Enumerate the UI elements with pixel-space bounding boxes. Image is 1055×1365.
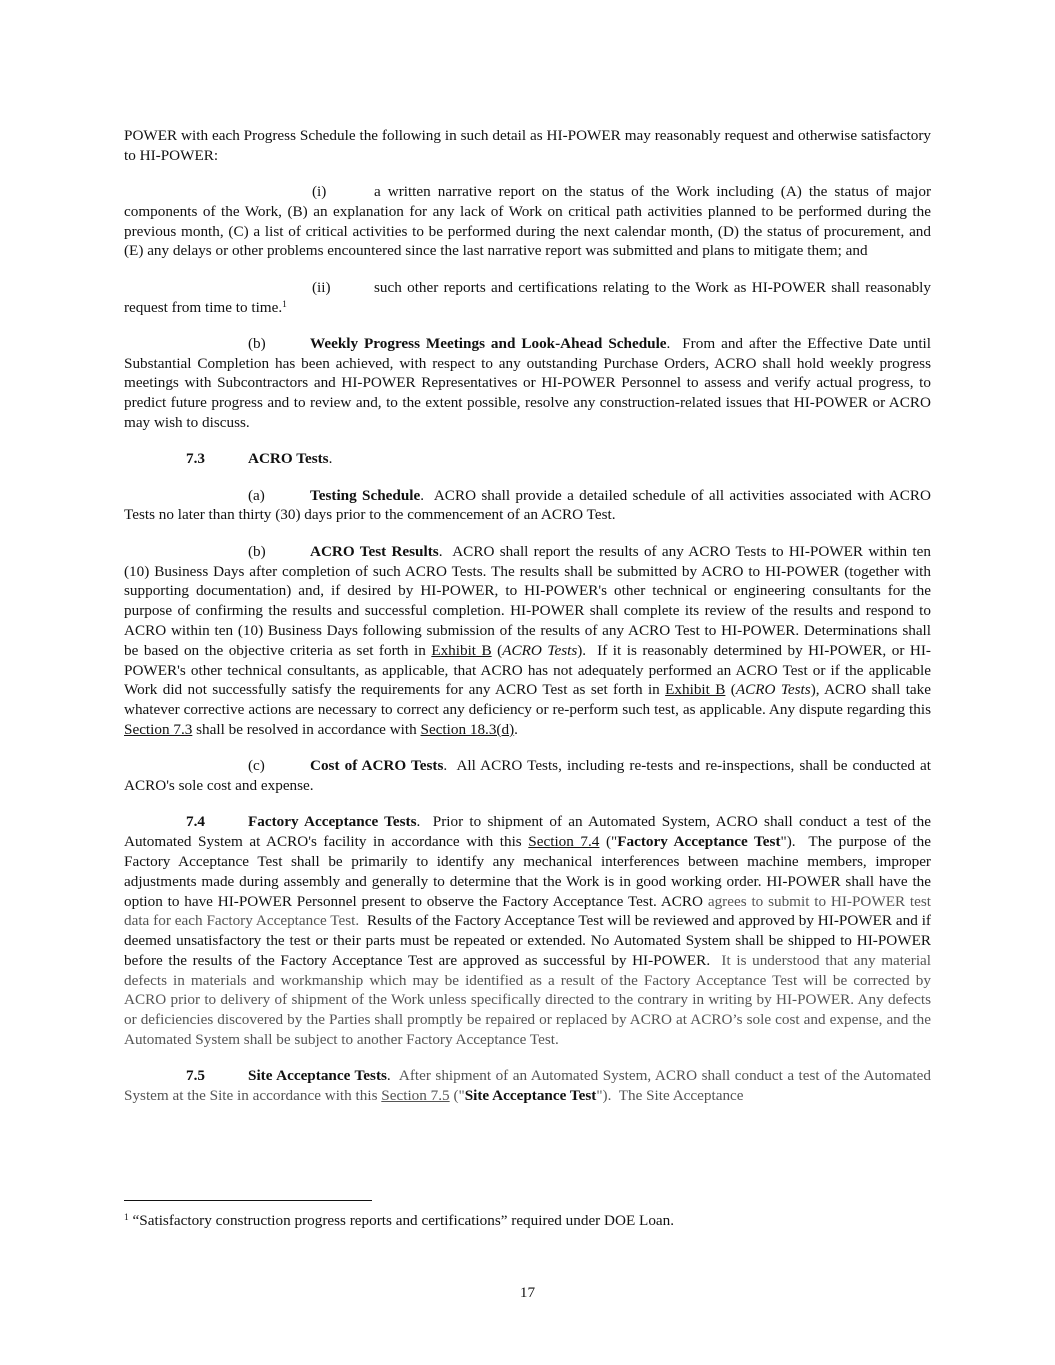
- section-7-4-text-1: Prior to shipment of an Automated System, ACRO shall conduct a test of the Automated System at ACRO's facility in accordance with this: [124, 813, 932, 851]
- section-7-3-number: 7.3: [186, 450, 205, 468]
- page-number: 17: [519, 1284, 536, 1301]
- footnote: [124, 1211, 931, 1231]
- section-7-2-b-text: From and after the Effective Date until Substantial Completion has been achieved, with respect to any outstanding Purchase Orders, ACRO shall hold weekly progress meetings with Subcontractors and HI-POWER Representatives or HI-POWER Personnel to assess and verify actual progress, to predict future progress and to review and, to the extent possible, resolve any construction-related issues that HI-POWER or ACRO may wish to discuss.: [124, 334, 931, 432]
- section-7-3-link[interactable]: Section 7.3: [124, 720, 193, 738]
- section-7-3-title: ACRO Tests: [248, 450, 329, 468]
- footnote-reference[interactable]: 1: [282, 299, 287, 310]
- intro-text: POWER with each Progress Schedule the following in such detail as HI-POWER may reasonably request and otherwise satisfactory to HI-POWER:: [124, 127, 931, 164]
- footnote-number: 1: [124, 1213, 129, 1223]
- section-7-4-text-3: Results of the Factory Acceptance Test will be reviewed and approved by HI-POWER and if deemed unsatisfactory the test or their parts must be repeated or extended. No Automated System shall be shipped to HI-POWER before the results of the Factory Acceptance Test are approved as successful by HI-POWER.: [124, 912, 931, 969]
- footnote-separator: [124, 1200, 372, 1201]
- section-7-4-gray-text-1: agrees to submit to HI-POWER test data for each Factory Acceptance Test.: [124, 892, 932, 930]
- section-7-3-b-text-4: shall be resolved in accordance with: [196, 720, 417, 738]
- section-7-3-b-text-2: If it is reasonably determined by HI-POWER, or HI-POWER's other technical consultants, as applicable, that ACRO has not adequately performed an ACRO Test or if the applicable Work did not successfully satisfy the requirements for any ACRO Test as set forth in: [124, 641, 931, 699]
- section-7-4-gray-text-2: It is understood that any material defects in materials and workmanship which may be identified as a result of the Factory Acceptance Test will be corrected by ACRO prior to delivery of shipment of the Work unless specifically directed to the contrary in writing by HI-POWER. Any defects or deficiencies discovered by the Parties shall promptly be repaired or replaced by ACRO at ACRO’s sole cost and expense, and the Automated System shall be subject to another Factory Acceptance Test.: [124, 951, 932, 1049]
- item-ii-text: such other reports and certifications relating to the Work as HI-POWER shall reasonably request from time to time.: [124, 278, 931, 316]
- section-18-3-d-link[interactable]: Section 18.3(d): [420, 720, 515, 738]
- document-body: [124, 126, 931, 1122]
- section-7-3-c-text: All ACRO Tests, including re-tests and re-inspections, shall be conducted at ACRO's sole cost and expense.: [124, 757, 931, 795]
- section-7-3-a-paragraph: (a) Testing Schedule. ACRO shall provide a detailed schedule of all activities associated with ACRO Tests no later than thirty (30) days prior to the commencement of an ACRO Test.: [124, 486, 931, 524]
- section-7-5-text-1: After shipment of an Automated System, ACRO shall conduct a test of the Automated System at the Site in accordance with this: [124, 1067, 931, 1105]
- section-7-3-c-title: Cost of ACRO Tests: [310, 757, 444, 775]
- section-7-3-a-marker: (a): [248, 486, 265, 504]
- item-i-marker: (i): [312, 183, 327, 201]
- section-7-3-b-paragraph: (b) ACRO Test Results. ACRO shall report the results of any ACRO Tests to HI-POWER within ten (10) Business Days after completion of such ACRO Tests. The results shall be submitted by ACRO to HI-POWER (together with supporting documentation) and, if desired by HI-POWER, to HI-POWER's other technical or engineering consultants for the purpose of confirming the results and successful completion. HI-POWER shall complete its review of the results and respond to ACRO within ten (10) Business Days following submission of the results of any ACRO Test to HI-POWER. Determinations shall be based on the objective criteria as set forth in Exhibit B (ACRO Tests). If it is reasonably determined by HI-POWER, or HI-POWER's other technical consultants, as applicable, that ACRO has not adequately performed an ACRO Test or if the applicable Work did not successfully satisfy the requirements for any ACRO Test as set forth in Exhibit B (ACRO Tests), ACRO shall take whatever corrective actions are necessary to correct any deficiency or re-perform such test, as applicable. Any dispute regarding this Section 7.3 shall be resolved in accordance with Section 18.3(d).: [124, 542, 931, 738]
- item-i-text: a written narrative report on the status of the Work including (A) the status of major components of the Work, (B) an explanation for any lack of Work on critical path activities planned to be performed during the previous month, (C) a list of critical activities to be performed during the next calendar month, (D) the status of procurement, and (E) any delays or other problems encountered since the last narrative report was submitted and plans to mitigate them; and: [124, 183, 931, 260]
- section-7-4-number: 7.4: [186, 813, 205, 831]
- exhibit-b-name-2: ACRO Tests: [735, 681, 811, 699]
- section-7-3-heading: 7.3 ACRO Tests.: [186, 450, 333, 468]
- section-7-4-title: Factory Acceptance Tests: [248, 813, 417, 831]
- section-7-4-link[interactable]: Section 7.4: [528, 833, 600, 851]
- section-7-4-text-2: The purpose of the Factory Acceptance Test shall be primarily to identify any mechanical interferences between machine members, improper adjustments made during assembly and generally to determine that the Work is in good working order. HI-POWER shall have the option to have HI-POWER Personnel present to observe the Factory Acceptance Test. ACRO: [124, 833, 932, 910]
- section-7-2-b-paragraph: (b) Weekly Progress Meetings and Look-Ahead Schedule. From and after the Effective Date until Substantial Completion has been achieved, with respect to any outstanding Purchase Orders, ACRO shall hold weekly progress meetings with Subcontractors and HI-POWER Representatives or HI-POWER Personnel to assess and verify actual progress, to predict future progress and to review and, to the extent possible, resolve any construction-related issues that HI-POWER or ACRO may wish to discuss.: [124, 334, 931, 432]
- section-7-3-c-marker: (c): [248, 757, 265, 775]
- section-7-2-b-marker: (b): [248, 334, 266, 352]
- section-7-5-text-2: The Site Acceptance: [618, 1087, 744, 1105]
- section-7-3-c-paragraph: (c) Cost of ACRO Tests. All ACRO Tests, including re-tests and re-inspections, shall be conducted at ACRO's sole cost and expense.: [124, 757, 931, 795]
- item-ii-paragraph: [124, 278, 931, 318]
- factory-acceptance-test-term: Factory Acceptance Test: [617, 833, 781, 851]
- section-7-3-b-text-1: ACRO shall report the results of any ACRO Tests to HI-POWER within ten (10) Business Days after completion of such ACRO Tests. The results shall be submitted by ACRO to HI-POWER (together with supporting documentation) and, if desired by HI-POWER, to HI-POWER's other technical or engineering consultants for the purpose of confirming the results and successful completion. HI-POWER shall complete its review of the results and respond to ACRO within ten (10) Business Days following submission of the results of any ACRO Test to HI-POWER. Determinations shall be based on the objective criteria as set forth in: [124, 542, 931, 659]
- section-7-5-title: Site Acceptance Tests: [248, 1067, 387, 1085]
- footnote-text: “Satisfactory construction progress reports and certifications” required under DOE Loan.: [132, 1212, 675, 1229]
- item-i-paragraph: [124, 182, 931, 261]
- section-7-3-a-title: Testing Schedule: [310, 486, 421, 504]
- exhibit-b-name-1: ACRO Tests: [502, 641, 578, 659]
- exhibit-b-link-2[interactable]: Exhibit B: [665, 681, 726, 699]
- exhibit-b-link-1[interactable]: Exhibit B: [431, 641, 492, 659]
- section-7-5-paragraph: 7.5 Site Acceptance Tests. After shipment of an Automated System, ACRO shall conduct a test of the Automated System at the Site in accordance with this Section 7.5 ("Site Acceptance Test"). The Site Acceptance: [124, 1067, 931, 1105]
- item-ii-marker: (ii): [312, 278, 331, 296]
- intro-paragraph: [124, 126, 931, 166]
- site-acceptance-test-term: Site Acceptance Test: [464, 1087, 597, 1105]
- section-7-3-b-title: ACRO Test Results: [310, 542, 439, 560]
- section-7-4-paragraph: 7.4 Factory Acceptance Tests. Prior to shipment of an Automated System, ACRO shall conduct a test of the Automated System at ACRO's facility in accordance with this Section 7.4 ("Factory Acceptance Test"). The purpose of the Factory Acceptance Test shall be primarily to identify any mechanical interferences between machine members, improper adjustments made during assembly and generally to determine that the Work is in good working order. HI-POWER shall have the option to have HI-POWER Personnel present to observe the Factory Acceptance Test. ACRO agrees to submit to HI-POWER test data for each Factory Acceptance Test. Results of the Factory Acceptance Test will be reviewed and approved by HI-POWER and if deemed unsatisfactory the test or their parts must be repeated or extended. No Automated System shall be shipped to HI-POWER before the results of the Factory Acceptance Test are approved as successful by HI-POWER. It is understood that any material defects in materials and workmanship which may be identified as a result of the Factory Acceptance Test will be corrected by ACRO prior to delivery of shipment of the Work unless specifically directed to the contrary in writing by HI-POWER. Any defects or deficiencies discovered by the Parties shall promptly be repaired or replaced by ACRO at ACRO’s sole cost and expense, and the Automated System shall be subject to another Factory Acceptance Test.: [124, 813, 932, 1049]
- section-7-3-a-text: ACRO shall provide a detailed schedule of all activities associated with ACRO Tests no later than thirty (30) days prior to the commencement of an ACRO Test.: [124, 486, 931, 524]
- section-7-3-b-text-3: , ACRO shall take whatever corrective actions are necessary to correct any deficiency or re-perform such test, as applicable. Any dispute regarding this: [124, 681, 931, 719]
- section-7-5-link[interactable]: Section 7.5: [381, 1087, 450, 1105]
- section-7-2-b-title: Weekly Progress Meetings and Look-Ahead Schedule: [310, 334, 667, 352]
- section-7-5-number: 7.5: [186, 1067, 205, 1085]
- section-7-3-b-marker: (b): [248, 542, 266, 560]
